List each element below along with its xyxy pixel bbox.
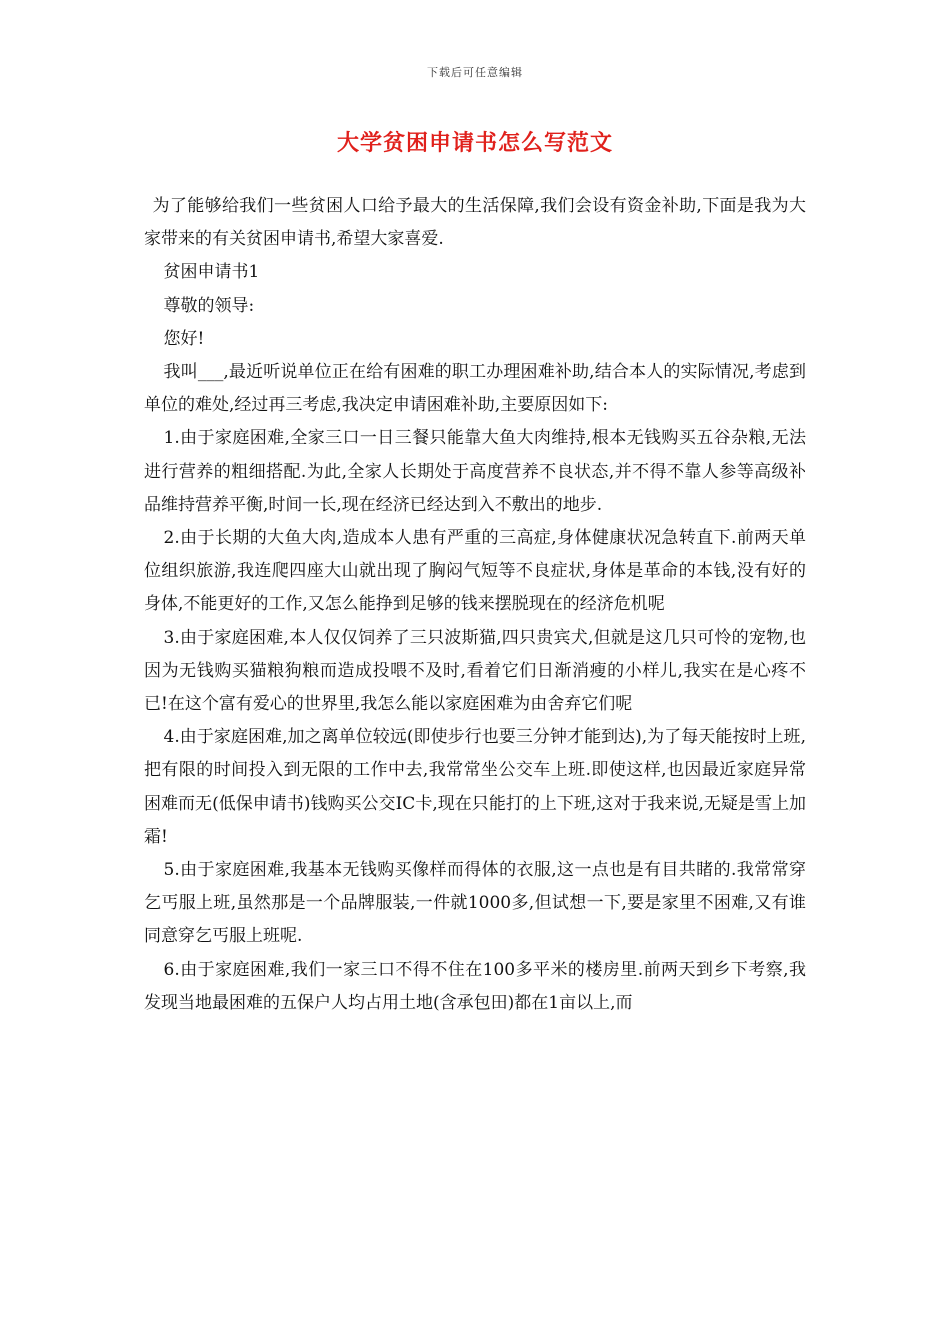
document-title: 大学贫困申请书怎么写范文: [336, 130, 613, 156]
header-note: 下载后可任意编辑: [427, 66, 523, 79]
salutation: 尊敬的领导:: [163, 295, 255, 316]
greeting: 您好!: [163, 328, 205, 349]
section-heading: 贫困申请书1: [163, 262, 260, 283]
reason-paragraph: 4.由于家庭困难,加之离单位较远(即使步行也要三分钟才能到达),为了每天能按时上班,把有限的时间投入到无限的工作中去,我常常坐公交车上班.即使这样,也因最近家庭异常困难而无(低保申请书)钱购买公交IC卡,现在只能打的上下班,这对于我来说,无疑是雪上加霜!: [144, 727, 806, 847]
reason-paragraph: 6.由于家庭困难,我们一家三口不得不住在100多平米的楼房里.前两天到乡下考察,我发现当地最困难的五保户人均占用土地(含承包田)都在1亩以上,而: [144, 959, 806, 1013]
body-paragraph: 我叫___,最近听说单位正在给有困难的职工办理困难补助,结合本人的实际情况,考虑到单位的难处,经过再三考虑,我决定申请困难补助,主要原因如下:: [144, 362, 806, 416]
reason-paragraph: 5.由于家庭困难,我基本无钱购买像样而得体的衣服,这一点也是有目共睹的.我常常穿乞丐服上班,虽然那是一个品牌服装,一件就1000多,但试想一下,要是家里不困难,又有谁同意穿乞丐服上班呢.: [144, 860, 806, 947]
reason-paragraph: 1.由于家庭困难,全家三口一日三餐只能靠大鱼大肉维持,根本无钱购买五谷杂粮,无法进行营养的粗细搭配.为此,全家人长期处于高度营养不良状态,并不得不靠人参等高级补品维持营养平衡,时间一长,现在经济已经达到入不敷出的地步.: [144, 428, 806, 515]
intro-paragraph: 为了能够给我们一些贫困人口给予最大的生活保障,我们会设有资金补助,下面是我为大家带来的有关贫困申请书,希望大家喜爱.: [144, 196, 806, 250]
reason-paragraph: 2.由于长期的大鱼大肉,造成本人患有严重的三高症,身体健康状况急转直下.前两天单位组织旅游,我连爬四座大山就出现了胸闷气短等不良症状,身体是革命的本钱,没有好的身体,不能更好的工作,又怎么能挣到足够的钱来摆脱现在的经济危机呢: [144, 528, 806, 615]
reason-paragraph: 3.由于家庭困难,本人仅仅饲养了三只波斯猫,四只贵宾犬,但就是这几只可怜的宠物,也因为无钱购买猫粮狗粮而造成投喂不及时,看着它们日渐消瘦的小样儿,我实在是心疼不已!在这个富有爱心的世界里,我怎么能以家庭困难为由舍弃它们呢: [144, 627, 806, 715]
document-body: [144, 190, 806, 1020]
